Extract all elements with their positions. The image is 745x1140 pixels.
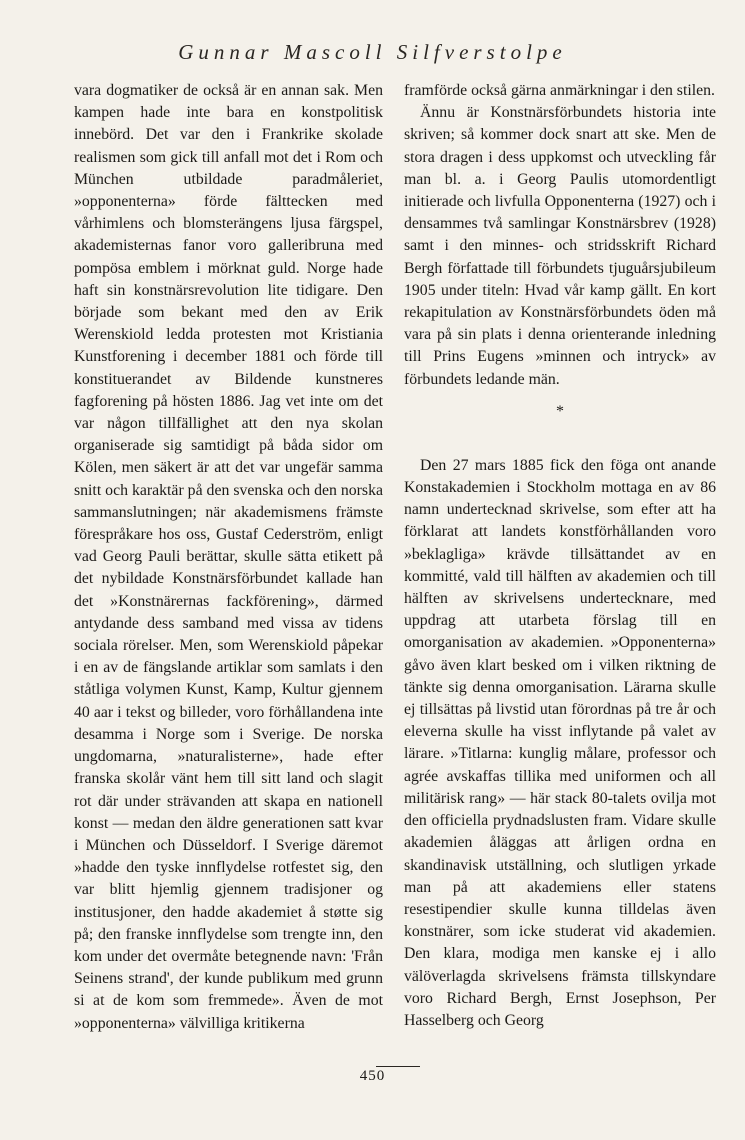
section-separator: *	[556, 402, 564, 420]
right-column	[404, 80, 716, 1032]
running-head: Gunnar Mascoll Silfverstolpe	[178, 40, 567, 64]
folio-rule	[376, 1066, 420, 1067]
left-column	[74, 80, 383, 1035]
left-paragraph-1: vara dogmatiker de också är en annan sak. Men kampen hade inte bara en konstpolitisk innebörd. Det var den i Frankrike skolade realismen som gick till anfall mot det i Rom och München utbildade paradmåleriet, »opponenterna» förde fälttecken med vårhimlens och blomsterängens ljusa färgspel, akademisternas fanor voro galleribruna med pompösa emblem i mörknat guld. Norge hade haft sin konstnärsrevolution lite tidigare. Den började som bekant med den av Erik Werenskiold ledda protesten mot Kristiania Kunstforening i december 1881 och förde till konstituerandet av Bildende kunstneres fagforening på hösten 1886. Jag vet inte om det var någon tillfällighet att den nya skolan organiserade sig samtidigt på båda sidor om Kölen, men säkert är att det var ungefär samma snitt och karaktär på den svenska och den norska sammanslutningen; när akademismens främste förespråkare hos oss, Gustaf Cederström, enligt vad Georg Pauli berättar, skulle sätta etikett på det nybildade Konstnärsförbundet kallade han det »Konstnärernas fackförening», därmed antydande dess samband med vissa av tidens sociala rörelser. Men, som Werenskiold påpekar i en av de fängslande artiklar som samlats i den ståtliga volymen Kunst, Kamp, Kultur gjennem 40 aar i tekst og billeder, voro förhållandena inte desamma i Norge som i Sverige. De norska ungdomarna, »naturalisterne», hade efter franska skolår vänt hem till sitt land och slagit rot där under strävanden att skapa en nationell konst — medan den äldre generationen satt kvar i München och Düsseldorf. I Sverige däremot »hadde den tyske innflydelse rotfestet sig, den var blitt hjemlig gjennem tradisjoner og institusjoner, den hadde akademiet å støtte sig på; den franske innflydelse som trengte inn, den kom under det overmåte betegnende navn: 'Från Seinens strand', der kunde publikum med grunn si at de kom som fremmede». Även de mot »opponenterna» välvilliga kritikerna	[74, 82, 383, 1032]
page-number: 450	[359, 1068, 386, 1084]
right-paragraph-2: Ännu är Konstnärsförbundets historia inte skriven; så kommer dock snart att ske. Men de stora dragen i dess uppkomst och utveckling får man bl. a. i Georg Paulis utomordentligt initierade och livfulla Opponenterna (1927) och i densammes två samlingar Konstnärsbrev (1928) samt i den minnes- och stridsskrift Richard Bergh författade till förbundets tjuguårsjubileum 1905 under titeln: Hvad vår kamp gällt. En kort rekapitulation av Konstnärsförbundets öden må vara på sin plats i denna orienterande inledning till Prins Eugens »minnen och intryck» av förbundets ledande män.	[404, 104, 716, 388]
right-paragraph-1: framförde också gärna anmärkningar i den stilen.	[404, 82, 715, 99]
right-paragraph-3: Den 27 mars 1885 fick den föga ont anande Konstakademien i Stockholm mottaga en av 86 namn undertecknad skrivelse, som efter att ha förklarat att landets konstförhållanden voro »beklagliga» krävde tillsättandet av en kommitté, vald till hälften av akademien och till hälften av skrivelsens undertecknare, med uppdrag att utarbeta förslag till en omorganisation av akademien. »Opponenterna» gåvo även klart besked om i vilken riktning de tänkte sig denna omorganisation. Lärarna skulle ej tillsättas på livstid utan förordnas på tre år och eleverna skulle ha visst inflytande på valet av lärare. »Titlarna: kunglig målare, professor och agrée avskaffas tillika med uniformen och all militärisk rang» — här stack 80-talets ovilja mot den officiella prydnadslusten fram. Vidare skulle akademien åläggas att årligen ordna en skandinavisk utställning, och slutligen yrkade man på att akademiens eller statens resestipendier skulle kunna tilldelas även konstnärer, som icke studerat vid akademien. Den klara, modiga men kanske ej i allo välöverlagda skrivelsens främsta tillskyndare voro Richard Bergh, Ernst Josephson, Per Hasselberg och Georg	[404, 456, 716, 1029]
